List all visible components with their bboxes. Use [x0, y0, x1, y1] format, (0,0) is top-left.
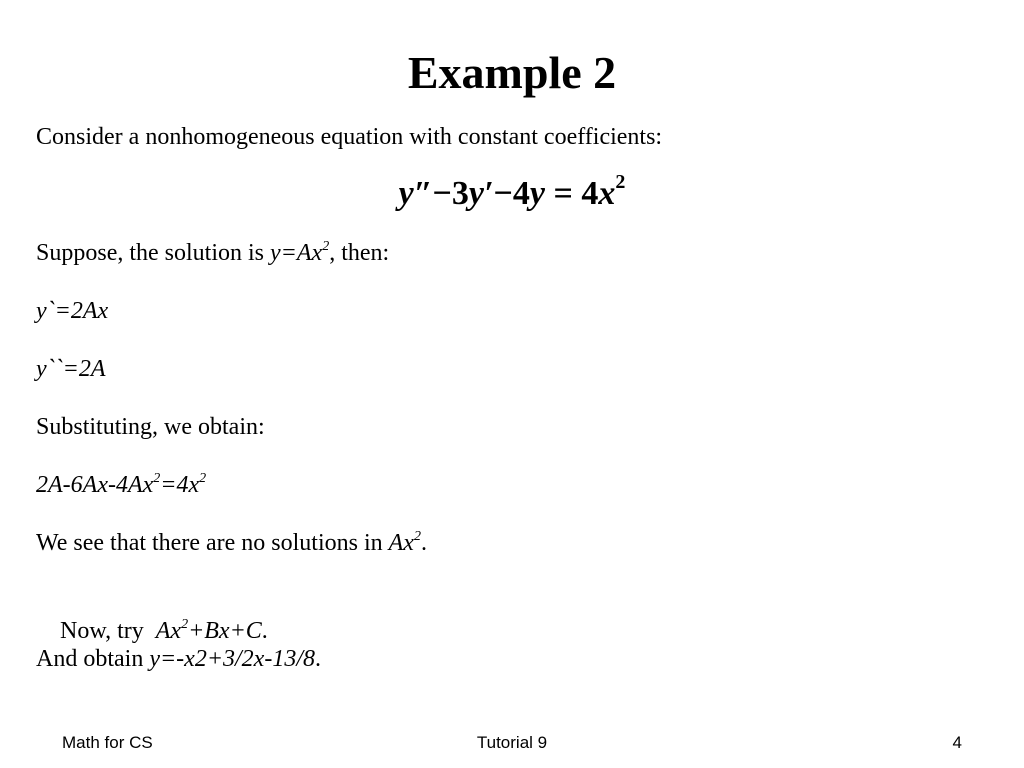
main-equation — [0, 172, 1024, 220]
footer-tutorial: Tutorial 9 — [476, 733, 548, 752]
footer-page-number: 4 — [952, 733, 962, 752]
eq-term-y-double-prime: y″ — [398, 175, 433, 212]
eq-coef-4-rhs: 4 — [581, 175, 599, 212]
suppose-after: , then: — [329, 240, 390, 266]
line-result — [36, 644, 321, 674]
line-y-prime: y`=2Ax — [36, 298, 109, 324]
suppose-exponent: 2 — [322, 239, 330, 254]
suppose-expr: y=Ax — [270, 240, 323, 266]
slide-title: Example 2 — [407, 47, 617, 98]
obtained-exp1: 2 — [153, 471, 161, 486]
try-expr2: +Bx+C — [188, 618, 262, 644]
nosolutions-expr: Ax — [388, 530, 414, 556]
eq-var-x: x — [598, 175, 616, 212]
eq-minus-1: − — [432, 175, 452, 212]
result-after: . — [315, 646, 321, 672]
obtained-part1: 2A-6Ax-4Ax — [36, 472, 154, 498]
result-expr: y=-x2+3/2x-13/8 — [149, 646, 315, 672]
eq-minus-2: − — [493, 175, 513, 212]
eq-exponent: 2 — [615, 171, 626, 193]
eq-coef-3: 3 — [451, 175, 469, 212]
result-text: And obtain — [36, 646, 150, 672]
nosolutions-after: . — [420, 530, 427, 556]
nosolutions-text: We see that there are no solutions in — [36, 530, 389, 556]
obtained-part2: =4x — [160, 472, 200, 498]
line-obtained-equation — [36, 470, 206, 504]
nosolutions-exponent: 2 — [413, 529, 421, 544]
obtained-exp2: 2 — [199, 471, 207, 486]
try-after: . — [261, 618, 268, 644]
line-suppose — [36, 238, 389, 272]
eq-term-y-prime: y′ — [468, 175, 494, 212]
eq-term-y: y — [529, 175, 545, 212]
try-text: Now, try — [60, 618, 156, 644]
eq-coef-4: 4 — [512, 175, 530, 212]
footer-course: Math for CS — [62, 733, 153, 752]
intro-text: Consider a nonhomogeneous equation with constant coefficients: — [36, 124, 663, 150]
try-exponent: 2 — [181, 617, 189, 632]
suppose-text: Suppose, the solution is — [36, 240, 271, 266]
try-expr1: Ax — [155, 618, 182, 644]
eq-equals: = — [553, 175, 573, 212]
line-substituting: Substituting, we obtain: — [36, 414, 265, 440]
line-no-solutions — [36, 528, 427, 562]
line-y-double-prime: y``=2A — [36, 356, 106, 382]
